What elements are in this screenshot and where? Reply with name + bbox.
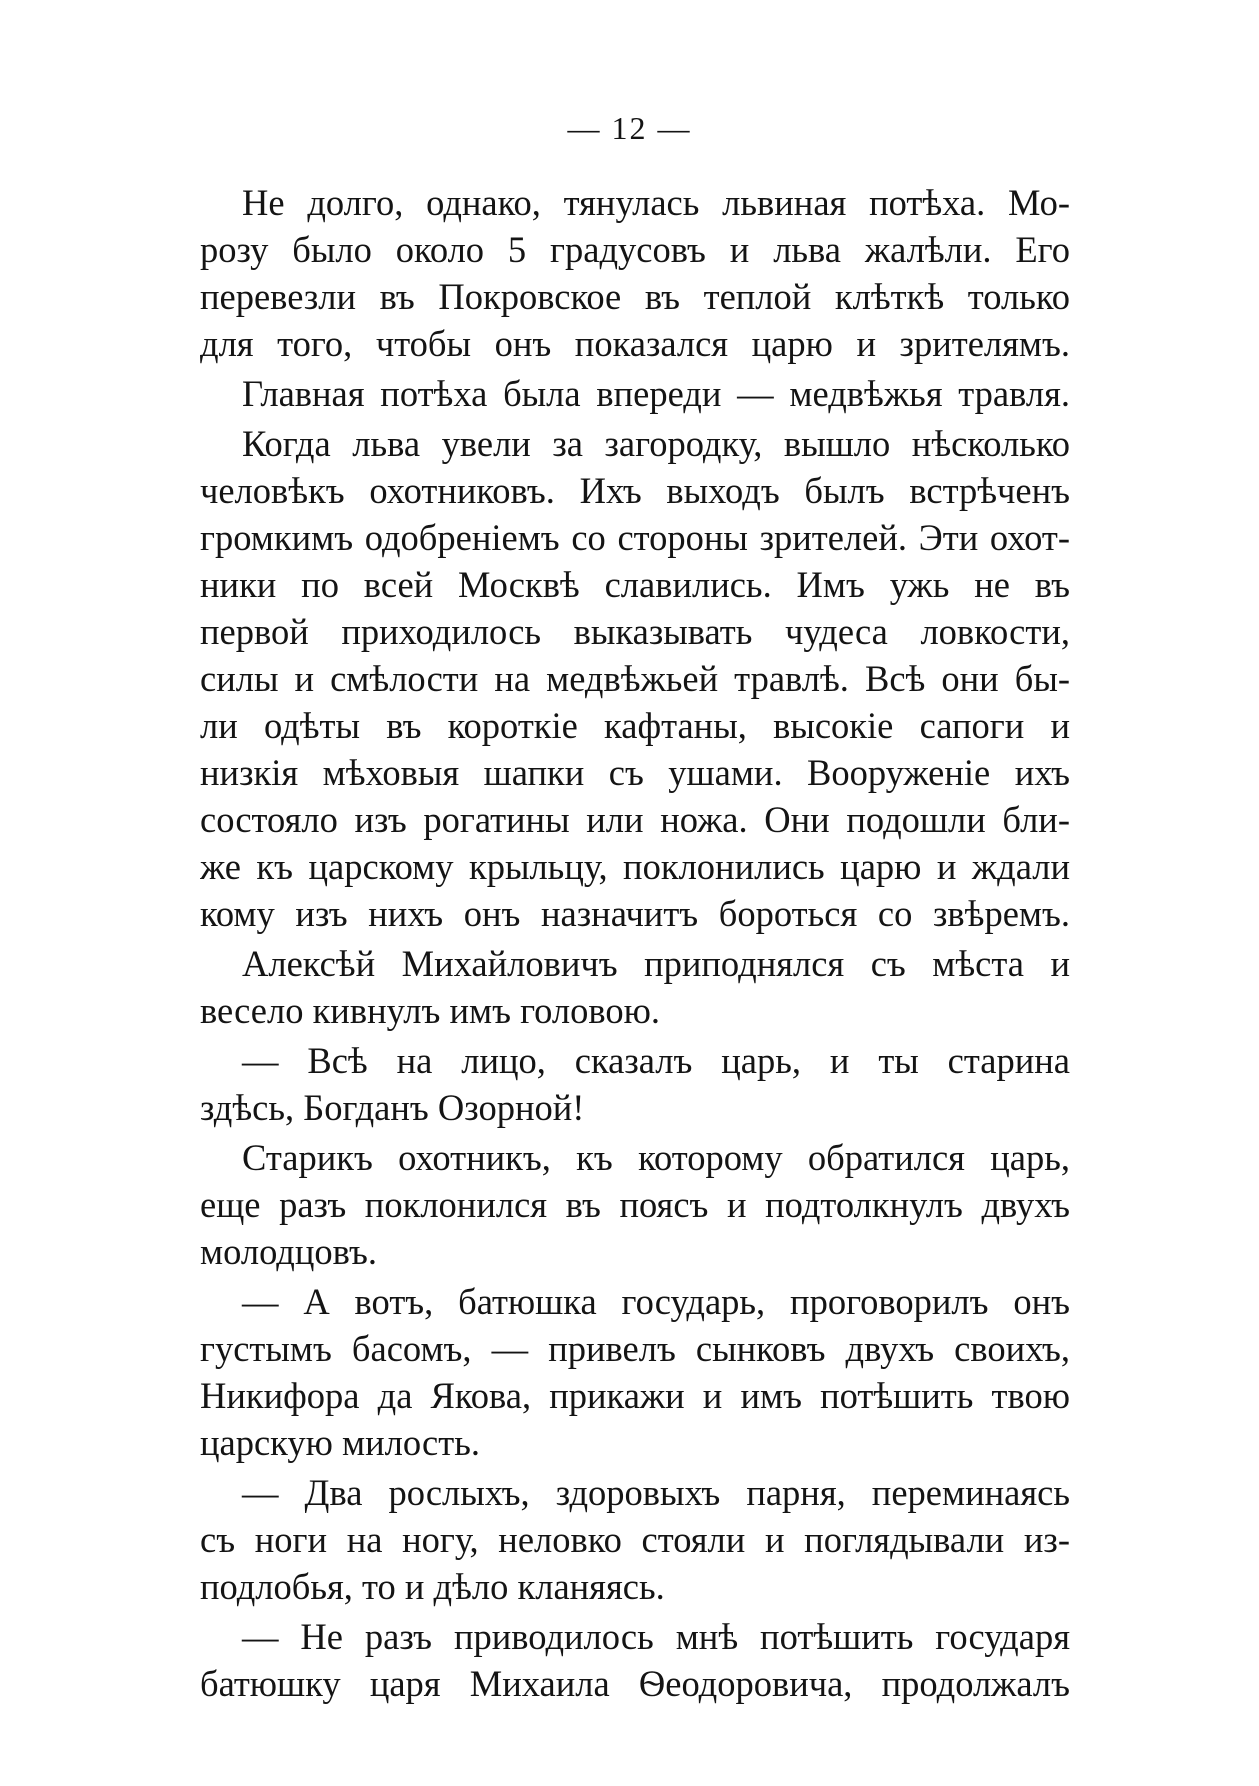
text-line: ники по всей Москвѣ славились. Имъ ужь не въ — [200, 564, 1070, 605]
text-line: царскую милость. — [200, 1422, 480, 1463]
text-line: здѣсь, Богданъ Озорной! — [200, 1087, 585, 1128]
text-line: — Всѣ на лицо, сказалъ царь, и ты старина — [242, 1040, 1070, 1081]
text-line: Главная потѣха была впереди — медвѣжья травля. — [242, 373, 1070, 414]
text-line: низкія мѣховыя шапки съ ушами. Вооруженіе ихъ — [200, 752, 1070, 793]
text-line: Никифора да Якова, прикажи и имъ потѣшить твою — [200, 1375, 1070, 1416]
text-line: молодцовъ. — [200, 1231, 377, 1272]
body-text — [200, 179, 1070, 1707]
text-line: ли одѣты въ короткіе кафтаны, высокіе сапоги и — [200, 705, 1070, 746]
text-line: первой приходилось выказывать чудеса ловкости, — [200, 611, 1070, 652]
text-line: розу было около 5 градусовъ и льва жалѣли. Его — [200, 229, 1070, 270]
text-line: еще разъ поклонился въ поясъ и подтолкнулъ двухъ — [200, 1184, 1070, 1225]
text-line: же къ царскому крыльцу, поклонились царю и ждали — [200, 846, 1070, 887]
text-line: состояло изъ рогатины или ножа. Они подошли бли- — [200, 799, 1070, 840]
text-line: кому изъ нихъ онъ назначитъ бороться со звѣремъ. — [200, 893, 1070, 934]
text-line: съ ноги на ногу, неловко стояли и поглядывали из- — [200, 1519, 1070, 1560]
page-number: — 12 — — [567, 110, 692, 146]
text-line: Старикъ охотникъ, къ которому обратился царь, — [242, 1137, 1070, 1178]
text-line: Не долго, однако, тянулась львиная потѣха. Мо- — [242, 182, 1070, 223]
text-line: батюшку царя Михаила Ѳеодоровича, продолжалъ — [200, 1663, 1070, 1704]
text-line: — А вотъ, батюшка государь, проговорилъ онъ — [242, 1281, 1070, 1322]
text-line: подлобья, то и дѣло кланяясь. — [200, 1566, 665, 1607]
text-line: — Два рослыхъ, здоровыхъ парня, переминаясь — [242, 1472, 1070, 1513]
text-line: густымъ басомъ, — привелъ сынковъ двухъ своихъ, — [200, 1328, 1070, 1369]
text-line: Когда льва увели за загородку, вышло нѣсколько — [242, 423, 1070, 464]
text-line: весело кивнулъ имъ головою. — [200, 990, 661, 1031]
text-line: человѣкъ охотниковъ. Ихъ выходъ былъ встрѣченъ — [200, 470, 1070, 511]
text-line: для того, чтобы онъ показался царю и зрителямъ. — [200, 323, 1070, 364]
text-line: Алексѣй Михайловичъ приподнялся съ мѣста и — [242, 943, 1070, 984]
text-line: перевезли въ Покровское въ теплой клѣткѣ только — [200, 276, 1070, 317]
text-line: громкимъ одобреніемъ со стороны зрителей. Эти охот- — [200, 517, 1070, 558]
text-line: — Не разъ приводилось мнѣ потѣшить государя — [242, 1616, 1070, 1657]
text-line: силы и смѣлости на медвѣжьей травлѣ. Всѣ они бы- — [200, 658, 1070, 699]
